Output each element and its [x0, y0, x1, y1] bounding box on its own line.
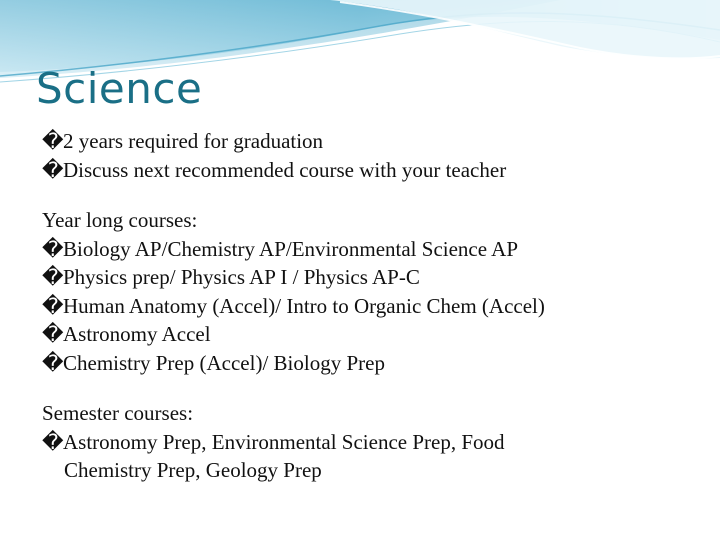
bullet-icon: �: [42, 350, 64, 375]
bullet-icon: �: [42, 157, 64, 182]
list-item-text: Physics prep/ Physics AP I / Physics AP-C: [63, 265, 420, 289]
list-item-text: Chemistry Prep (Accel)/ Biology Prep: [63, 350, 385, 375]
list-item-text: Biology AP/Chemistry AP/Environmental Science AP: [63, 236, 518, 261]
bullet-icon: �: [42, 293, 64, 318]
section-heading-year-long: Year long courses:: [42, 208, 198, 232]
list-item: [42, 428, 702, 457]
list-item-continuation: Chemistry Prep, Geology Prep: [64, 458, 322, 482]
list-item: [42, 127, 702, 156]
slide-title: Science: [36, 64, 203, 113]
list-item-text: Astronomy Prep, Environmental Science Prep, Food: [63, 429, 505, 454]
list-item: [42, 235, 702, 264]
list-item: [42, 156, 702, 185]
list-item: [42, 349, 702, 378]
slide-body: [42, 127, 702, 485]
section-heading-semester: Semester courses:: [42, 401, 194, 425]
list-item-text: Astronomy Accel: [63, 322, 211, 346]
list-item: [42, 320, 702, 349]
list-item-text: Discuss next recommended course with your teacher: [63, 157, 507, 182]
bullet-icon: �: [42, 129, 64, 153]
list-item: [42, 263, 702, 292]
bullet-icon: �: [42, 265, 64, 289]
bullet-icon: �: [42, 236, 64, 261]
list-item-text: 2 years required for graduation: [63, 129, 324, 153]
list-item-text: Human Anatomy (Accel)/ Intro to Organic Chem (Accel): [63, 293, 545, 318]
bullet-icon: �: [42, 429, 64, 454]
list-item: [42, 292, 702, 321]
bullet-icon: �: [42, 322, 64, 346]
